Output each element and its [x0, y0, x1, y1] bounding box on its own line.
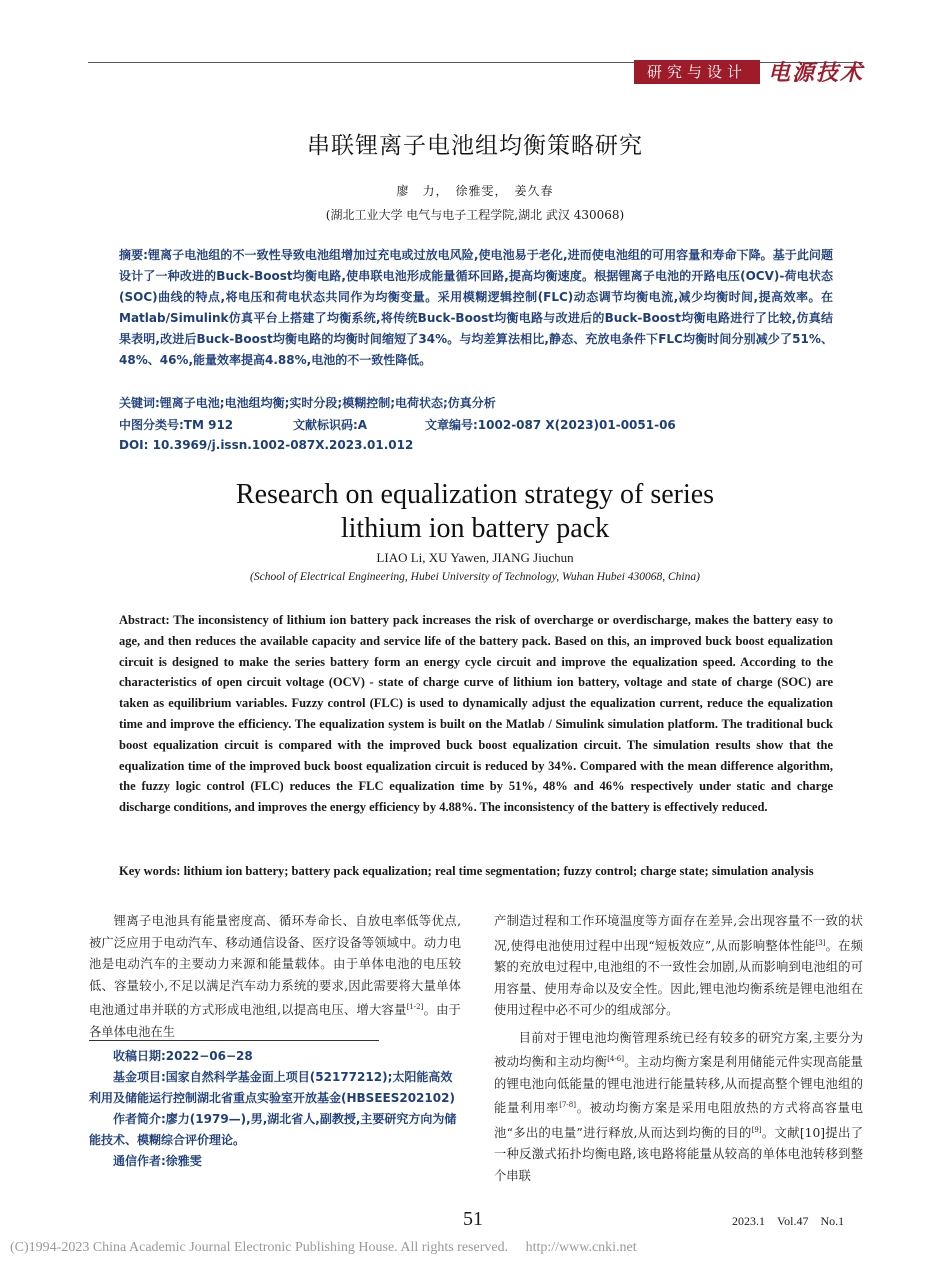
classification-row: [119, 416, 833, 433]
body-text: 。由于各单体电池在生: [89, 1003, 461, 1039]
abstract-en: Abstract: The inconsistency of lithium ion battery pack increases the risk of overcharge or overdischarge, makes the battery easy to age, and then reduces the available capacity and service life of the battery pack. Based on this, an improved buck boost equalization circuit is designed to make the series battery form an energy cycle circuit and improve the equalization speed. According to the characteristics of open circuit voltage (OCV) - state of charge curve of lithium ion battery, voltage and state of charge (SOC) are taken as equilibrium variables. Fuzzy control (FLC) is used to dynamically adjust the equalization current, reduce the equalization time and improve the efficiency. The equalization system is built on the Matlab / Simulink simulation platform. The traditional buck boost equalization circuit is compared with the improved buck boost equalization circuit. The simulation results show that the equalization time of the improved buck boost equalization circuit is reduced by 34%. Compared with the mean difference algorithm, the fuzzy logic control (FLC) reduces the FLC equalization time by 51%, 48% and 46% respectively under static and charge discharge conditions, and improves the energy efficiency by 4.88%. The inconsistency of the battery is effectively reduced.: [119, 613, 833, 815]
title-en-line2: lithium ion battery pack: [340, 513, 610, 544]
abstract-cn: 摘要:锂离子电池组的不一致性导致电池组增加过充电或过放电风险,使电池易于老化,进而使电池组的可用容量和寿命下降。基于此问题设计了一种改进的Buck-Boost均衡电路,使串联电池形成能量循环回路,提高均衡速度。根据锂离子电池的开路电压(OCV)-荷电状态(SOC)曲线的特点,将电压和荷电状态共同作为均衡变量。采用模糊逻辑控制(FLC)动态调节均衡电流,减少均衡时间,提高效率。在Matlab/Simulink仿真平台上搭建了均衡系统,将传统Buck-Boost均衡电路与改进后的Buck-Boost均衡电路进行了比较,仿真结果表明,改进后Buck-Boost均衡电路的均衡时间缩短了34%。与均差算法相比,静态、充放电条件下FLC均衡时间分别减少了51%、48%、46%,能量效率提高4.88%,电池的不一致性降低。: [119, 248, 833, 367]
journal-name: 电源技术: [768, 60, 865, 86]
corresponding-author: 通信作者:徐雅雯: [113, 1154, 202, 1168]
title-cn: 串联锂离子电池组均衡策略研究: [307, 133, 643, 159]
body-paragraph: [494, 911, 863, 1022]
footnote-rule: [89, 1040, 379, 1041]
authors-en: LIAO Li, XU Yawen, JIANG Jiuchun: [376, 550, 574, 565]
keywords-cn: 关键词:锂离子电池;电池组均衡;实时分段;模糊控制;电荷状态;仿真分析: [119, 396, 496, 410]
citation: [9]: [751, 1125, 762, 1134]
citation: [7-8]: [559, 1101, 576, 1110]
document-code: 文献标识码:A: [293, 418, 368, 432]
body-right-column: [494, 911, 863, 1187]
issue-info: 2023.1 Vol.47 No.1: [732, 1214, 845, 1228]
body-text: 。被动均衡方案是采用电阻放热的方式将高容量电池“多出的电量”进行释放,从而达到均衡的目的: [494, 1101, 863, 1140]
keywords-en: Key words: lithium ion battery; battery pack equalization; real time segmentation; fuzzy control; charge state; simulation analysis: [119, 864, 814, 878]
body-text: 。文献[10]提出了一种反激式拓扑均衡电路,该电路将能量从较高的单体电池转移到整个串联: [494, 1125, 863, 1183]
body-left-column: [89, 911, 461, 1043]
citation: [1-2]: [406, 1003, 424, 1011]
body-paragraph: [494, 1028, 863, 1188]
author-bio: 作者简介:廖力(1979—),男,湖北省人,副教授,主要研究方向为储能技术、模糊综合评价理论。: [89, 1112, 457, 1147]
title-en: [0, 478, 950, 546]
body-text: 。主动均衡方案是利用储能元件实现高能量的锂电池向低能量的锂电池进行能量转移,从而提高整个锂电池组的能量利用率: [494, 1055, 863, 1116]
citation: [4-6]: [607, 1055, 624, 1064]
clc-number: 中图分类号:TM 912: [119, 418, 234, 432]
body-text: 锂离子电池具有能量密度高、循环寿命长、自放电率低等优点,被广泛应用于电动汽车、移动通信设备、医疗设备等领域中。动力电池是电动汽车的主要动力来源和能量载体。由于单体电池的电压较低、容量较小,不足以满足汽车动力系统的要求,因此需要将大量单体电池通过串并联的方式形成电池组,以提高电压、增大容量: [89, 914, 461, 1018]
affiliation-en: (School of Electrical Engineering, Hubei University of Technology, Wuhan Hubei 430068, China): [250, 571, 700, 583]
fund-info: 基金项目:国家自然科学基金面上项目(52177212);太阳能高效利用及储能运行控制湖北省重点实验室开放基金(HBSEES202102): [89, 1070, 455, 1105]
section-label: 研究与设计: [634, 60, 760, 84]
citation: [3]: [815, 938, 826, 947]
received-date: 收稿日期:2022−06−28: [113, 1049, 253, 1063]
page-number: 51: [463, 1208, 483, 1230]
body-text: 。在频繁的充放电过程中,电池组的不一致性会加剧,从而影响到电池组的可用容量、使用寿命以及安全性。因此,锂电池均衡系统是锂电池组在使用过程中必不可少的组成部分。: [494, 938, 863, 1018]
authors-cn: 廖 力， 徐雅雯， 姜久春: [396, 184, 554, 198]
body-text: 目前对于锂电池均衡管理系统已经有较多的研究方案,主要分为被动均衡和主动均衡: [494, 1030, 863, 1070]
body-text: 产制造过程和工作环境温度等方面存在差异,会出现容量不一致的状况,使得电池使用过程中出现“短板效应”,从而影响整体性能: [494, 914, 863, 953]
title-en-line1: Research on equalization strategy of series: [235, 479, 715, 510]
footnotes: [89, 1046, 461, 1172]
copyright-notice: (C)1994-2023 China Academic Journal Electronic Publishing House. All rights reserved. http://www.cnki.net: [10, 1240, 637, 1255]
doi: DOI: 10.3969/j.issn.1002-087X.2023.01.012: [119, 438, 414, 452]
article-number: 文章编号:1002-087 X(2023)01-0051-06: [425, 418, 676, 432]
body-paragraph: [89, 911, 461, 1043]
affiliation-cn: (湖北工业大学 电气与电子工程学院,湖北 武汉 430068): [325, 208, 625, 222]
